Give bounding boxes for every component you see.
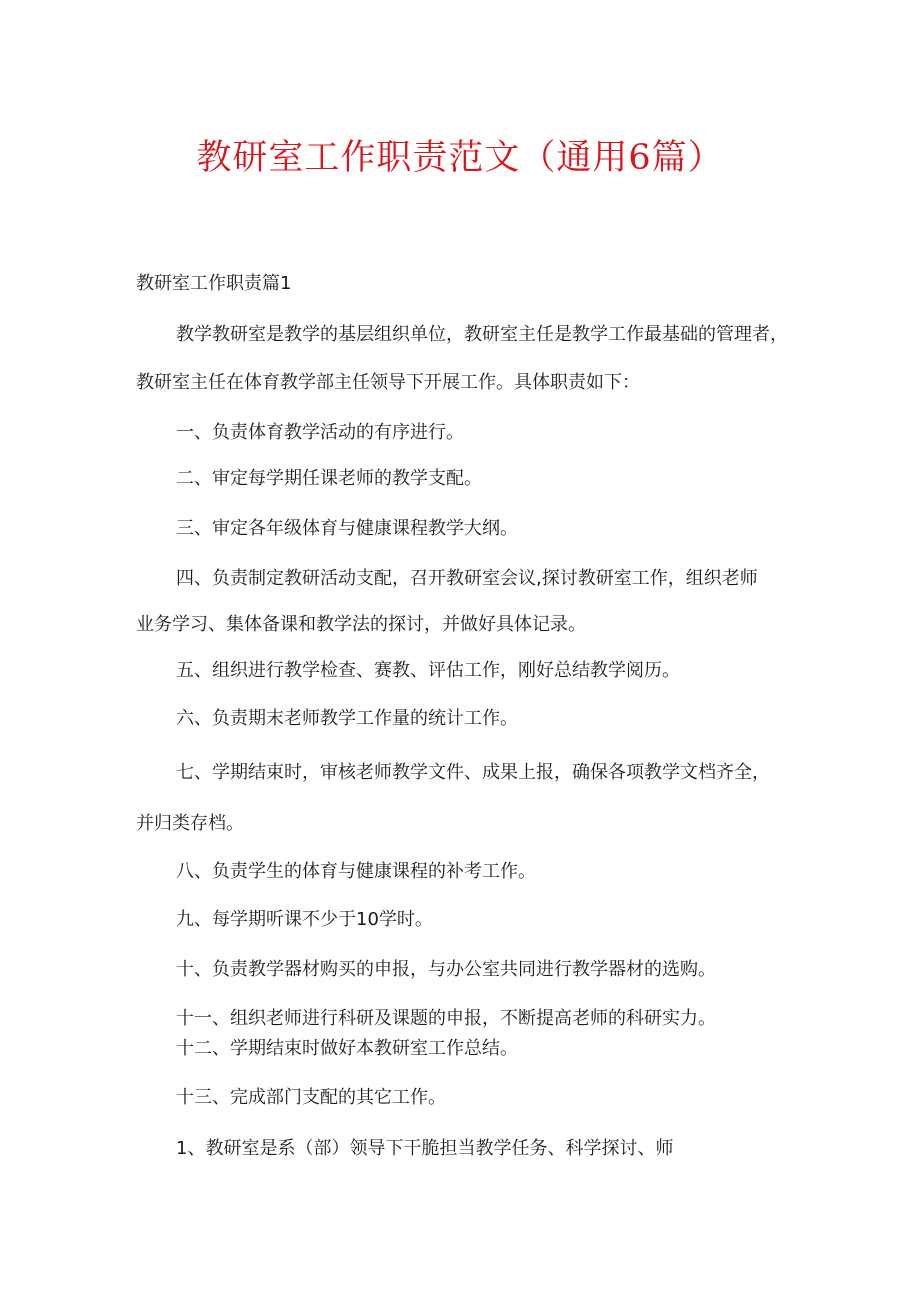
list-item: 一、负责体育教学活动的有序进行。 bbox=[176, 422, 464, 443]
list-item-continuation: 业务学习、集体备课和教学法的探讨，并做好具体记录。 bbox=[136, 614, 586, 635]
list-item: 九、每学期听课不少于10学时。 bbox=[176, 909, 433, 930]
list-item: 八、负责学生的体育与健康课程的补考工作。 bbox=[176, 861, 536, 882]
list-item: 十二、学期结束时做好本教研室工作总结。 bbox=[176, 1038, 518, 1059]
section-heading: 教研室工作职责篇1 bbox=[136, 273, 292, 294]
list-item: 二、审定每学期任课老师的教学支配。 bbox=[176, 468, 482, 489]
paragraph-line: 1、教研室是系（部）领导下干脆担当教学任务、科学探讨、师 bbox=[176, 1138, 674, 1159]
list-item: 十、负责教学器材购买的申报，与办公室共同进行教学器材的选购。 bbox=[176, 959, 716, 980]
list-item: 十一、组织老师进行科研及课题的申报，不断提高老师的科研实力。 bbox=[176, 1008, 716, 1029]
list-item: 七、学期结束时，审核老师教学文件、成果上报，确保各项教学文档齐全， bbox=[176, 762, 770, 783]
list-item: 四、负责制定教研活动支配，召开教研室会议,探讨教研室工作，组织老师 bbox=[176, 568, 758, 589]
paragraph-line: 教研室主任在体育教学部主任领导下开展工作。具体职责如下： bbox=[136, 372, 640, 393]
list-item: 三、审定各年级体育与健康课程教学大纲。 bbox=[176, 518, 518, 539]
list-item: 六、负责期末老师教学工作量的统计工作。 bbox=[176, 708, 518, 729]
list-item: 五、组织进行教学检查、赛教、评估工作，刚好总结教学阅历。 bbox=[176, 660, 680, 681]
list-item-continuation: 并归类存档。 bbox=[136, 813, 244, 834]
document-title: 教研室工作职责范文（通用6篇） bbox=[196, 138, 724, 178]
paragraph-line: 教学教研室是教学的基层组织单位，教研室主任是教学工作最基础的管理者， bbox=[176, 324, 788, 345]
list-item: 十三、完成部门支配的其它工作。 bbox=[176, 1087, 446, 1108]
